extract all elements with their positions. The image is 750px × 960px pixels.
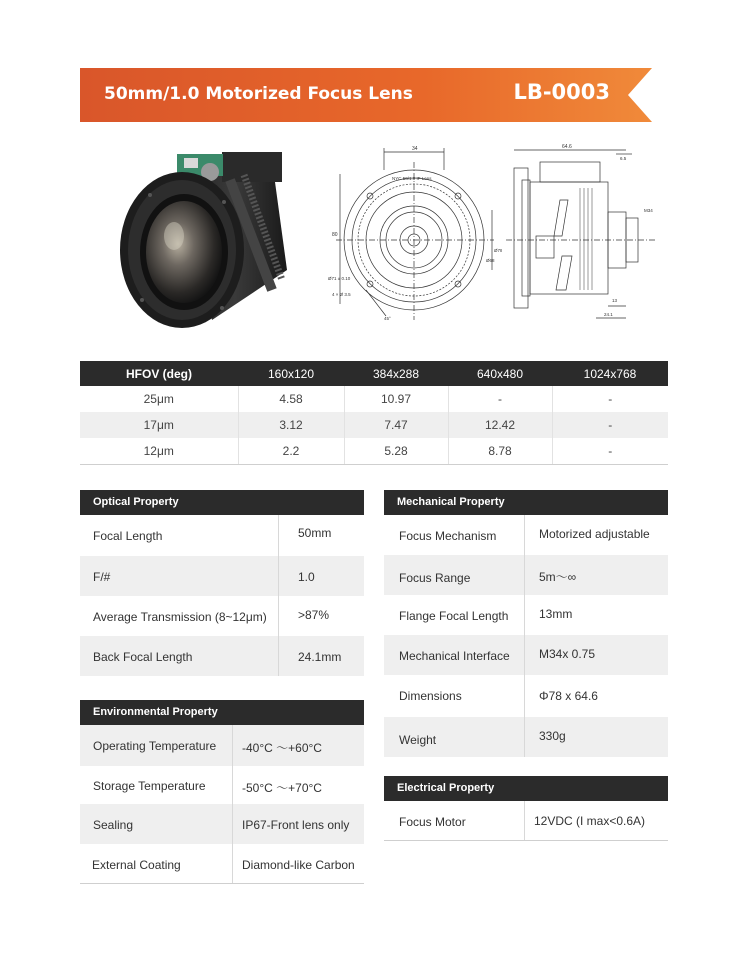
title-banner: [80, 68, 652, 122]
property-row: [80, 636, 364, 676]
property-row: [80, 844, 364, 884]
hfov-header-row: [80, 361, 668, 386]
property-label: Weight: [399, 733, 437, 747]
table-cell: 4.58: [238, 386, 344, 412]
property-row: [80, 766, 364, 804]
property-row: [384, 595, 668, 635]
front-note-1: Ø71 ± 0.10: [328, 276, 351, 281]
property-row: [80, 556, 364, 596]
property-row: [384, 801, 668, 841]
property-value: 13mm: [539, 607, 573, 621]
table-cell: 10.97: [344, 386, 448, 412]
table-cell: 3.12: [238, 412, 344, 438]
property-value: -40°C ～+60°C: [242, 741, 322, 755]
table-cell: 17μm: [80, 412, 238, 438]
front-dim-left: 80: [332, 232, 338, 238]
property-label: Storage Temperature: [93, 779, 206, 793]
front-view-drawing: [326, 140, 502, 336]
section-title: Environmental Property: [80, 700, 364, 725]
property-value: 1.0: [298, 570, 315, 584]
table-cell: -: [552, 438, 668, 464]
table-row: [80, 438, 668, 464]
property-row: [384, 717, 668, 757]
property-label: Average Transmission (8~12μm): [93, 610, 267, 624]
hfov-header: 640x480: [448, 361, 552, 386]
property-row: [384, 515, 668, 555]
property-value: -50°C ～+70°C: [242, 781, 322, 795]
table-row: [80, 386, 668, 412]
front-dim-top: 34: [412, 146, 418, 152]
hfov-header: 160x120: [238, 361, 344, 386]
electrical-property-section: [384, 776, 668, 841]
property-label: Mechanical Interface: [399, 649, 510, 663]
front-angle: 45°: [384, 316, 391, 321]
product-title: 50mm/1.0 Motorized Focus Lens: [104, 84, 413, 104]
property-label: Focus Range: [399, 571, 471, 585]
property-label: Operating Temperature: [93, 739, 217, 753]
property-value: 12VDC (I max<0.6A): [534, 814, 646, 828]
property-row: [80, 515, 364, 556]
table-cell: 12μm: [80, 438, 238, 464]
property-label: Sealing: [93, 818, 134, 832]
table-cell: -: [552, 386, 668, 412]
side-dim-top: 64.6: [562, 144, 572, 150]
property-value: 330g: [539, 729, 566, 743]
hfov-table: [80, 361, 668, 465]
side-dim-bottom-1: 13: [612, 298, 618, 303]
front-note-2: 4 × Ø 3.5: [332, 292, 351, 297]
table-row: [80, 412, 668, 438]
side-dim-right-top: 6.5: [620, 156, 627, 161]
property-label: Back Focal Length: [93, 650, 193, 664]
table-cell: 8.78: [448, 438, 552, 464]
side-view-drawing: [496, 140, 668, 330]
section-title: Optical Property: [80, 490, 364, 515]
hfov-header: HFOV (deg): [80, 361, 238, 386]
property-row: [384, 635, 668, 675]
property-value: IP67-Front lens only: [242, 818, 350, 832]
side-dim-bottom-2: 24.1: [604, 312, 613, 317]
property-label: Focus Mechanism: [399, 529, 497, 543]
table-cell: 5.28: [344, 438, 448, 464]
mechanical-property-section: [384, 490, 668, 757]
property-label: External Coating: [92, 858, 181, 872]
section-title: Electrical Property: [384, 776, 668, 801]
property-value: Diamond-like Carbon: [242, 858, 355, 872]
property-label: Dimensions: [399, 689, 462, 703]
hfov-header: 1024x768: [552, 361, 668, 386]
property-label: Focus Motor: [399, 815, 466, 829]
property-label: F/#: [93, 570, 111, 584]
property-value: Motorized adjustable: [539, 527, 650, 541]
front-dim-right-1: Ø78: [494, 248, 502, 253]
hfov-header: 384x288: [344, 361, 448, 386]
side-dim-right: M34: [644, 208, 653, 213]
property-label: Focal Length: [93, 529, 163, 543]
property-value: 5m～∞: [539, 570, 577, 584]
property-value: M34x 0.75: [539, 647, 596, 661]
section-title: Mechanical Property: [384, 490, 668, 515]
product-model: LB-0003: [513, 80, 610, 104]
property-row: [80, 725, 364, 766]
property-value: 24.1mm: [298, 650, 342, 664]
lens-photo: [112, 140, 302, 340]
table-cell: 7.47: [344, 412, 448, 438]
front-dim-right-2: Ø68: [486, 258, 495, 263]
property-value: Φ78 x 64.6: [539, 689, 598, 703]
property-row: [384, 555, 668, 595]
table-cell: -: [448, 386, 552, 412]
front-ring-text: NYC 50/1.0 IF Lens: [392, 176, 432, 181]
optical-property-section: [80, 490, 364, 676]
table-cell: 2.2: [238, 438, 344, 464]
table-cell: -: [552, 412, 668, 438]
property-label: Flange Focal Length: [399, 609, 509, 623]
property-value: >87%: [298, 608, 330, 622]
table-cell: 12.42: [448, 412, 552, 438]
environmental-property-section: [80, 700, 364, 884]
property-row: [384, 675, 668, 717]
property-value: 50mm: [298, 526, 332, 540]
property-row: [80, 596, 364, 636]
property-row: [80, 804, 364, 844]
table-cell: 25μm: [143, 392, 174, 406]
